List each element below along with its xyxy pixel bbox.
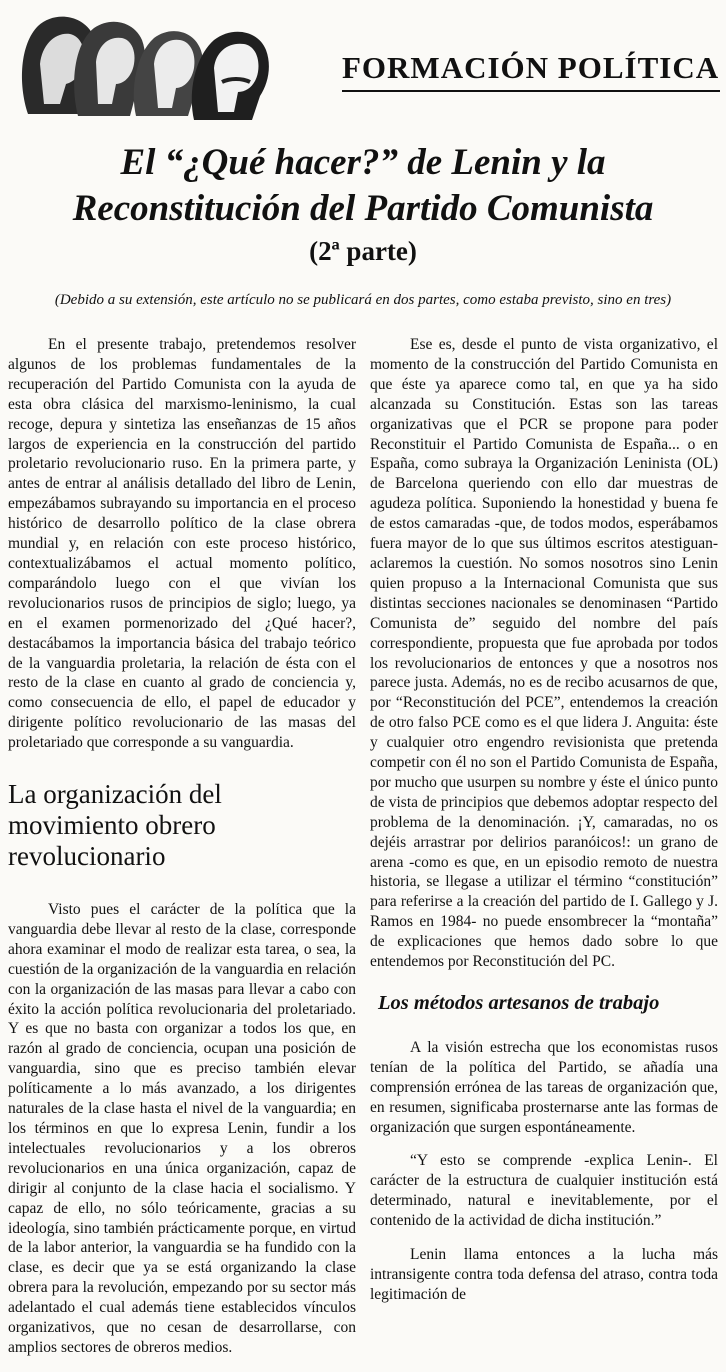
paragraph: Ese es, desde el punto de vista organizativo, el momento de la construcción del Partido Comunista en que éste ya aparece como tal, en que ya ha sido alcanzada su Constitución. Estas son las tareas organizativas que el PCR se propone para poder Reconstituir el Partido Comunista de España... o en España, como subraya la Organización Leninista (OL) de Barcelona queriendo con ello dar muestras de agudeza política. Suponiendo la honestidad y buena fe de estos camaradas -que, de todos modos, esperábamos fuera mayor de lo que sus últimos escritos atestiguan- aclaremos la cuestión. No somos nosotros sino Lenin quien propuso a la Internacional Comunista que sus distintas secciones nacionales se denominasen “Partido Comunista de” seguido del nombre del país correspondiente, propuesta que fue aprobada por todos los revolucionarios de entonces y que a nosotros nos parece justa. Además, no es de recibo acusarnos de que, por “Reconstitución del PCE”, entendemos la creación de otro falso PCE como es el que lidera J. Anguita: éste y cualquier otro engendro revisionista que pretenda competir con él no son el Partido Comunista de España, por mucho que usurpen su nombre y éste el único punto de vista de principios que debemos adoptar respecto del problema de la denominación. ¡Y, camaradas, no os dejéis arrastrar por delirios paranóicos!: un grano de arena -como es que, en un episodio remoto de nuestra historia, se llegase a utilizar el término “constitución” para referirse a la creación del partido de I. Gallego y J. Ramos en 1984- no puede ensombrecer la “montaña” de explicaciones que hemos dado sobre lo que entendemos por Reconstitución del PC. [370,336,718,971]
title-line-1: El “¿Qué hacer?” de Lenin y la [120,142,606,183]
paragraph: “Y esto se comprende -explica Lenin-. El carácter de la estructura de cualquier institución está determinado, natural e inevitablemente, por el contenido de la actividad de dicha institución.” [370,1152,718,1230]
portrait-stalin [192,32,269,120]
paragraph: A la visión estrecha que los economistas rusos tenían de la política del Partido, se añadía una comprensión errónea de las tareas de organización que, en resumen, significaba prosternarse ante las formas de organización que surgen espontáneamente. [370,1038,718,1136]
header-rule [342,90,720,92]
paragraph: Lenin llama entonces a la lucha más intransigente contra toda defensa del atraso, contra toda legitimación de [370,1246,718,1303]
article-title [0,140,726,232]
section-heading: Los métodos artesanos de trabajo [378,992,660,1014]
left-column [8,335,356,1372]
editorial-note: (Debido a su extensión, este artículo no se publicará en dos partes, como estaba previsto, sino en tres) [54,292,672,308]
section-header: FORMACIÓN POLÍTICA [342,50,720,85]
paragraph: En el presente trabajo, pretendemos resolver algunos de los problemas fundamentales de la recuperación del Partido Comunista con la ayuda de esta obra clásica del marxismo-leninismo, la cual recoge, depura y sintetiza las enseñanzas de 15 años largos de experiencia en la construcción del partido proletario revolucionario ruso. En la primera parte, y antes de entrar al análisis detallado del libro de Lenin, empezábamos subrayando su importancia en el proceso histórico de desarrollo político de la clase obrera mundial y, en relación con este proceso histórico, contextualizábamos el actual momento político, comparándolo luego con el que vivían los revolucionarios rusos de principios de siglo; luego, ya en el examen pormenorizado del ¿Qué hacer?, destacábamos la importancia básica del trabajo teórico de la vanguardia proletaria, la relación de ésta con el resto de la clase en cuanto al grado de conciencia y, como consecuencia de ello, el papel de educador y dirigente político revolucionario de las masas del proletariado que corresponde a su vanguardia. [8,336,356,752]
section-heading: La organización del movimiento obrero revolucionario [8,779,222,872]
article-part: (2ª parte) [309,236,417,266]
right-column [370,335,718,1317]
portraits-illustration [8,4,283,120]
paragraph: Visto pues el carácter de la política que la vanguardia debe llevar al resto de la clase, corresponde ahora examinar el modo de realizar esta tarea, o sea, la cuestión de la organización de la vanguardia en relación con la organización de las masas para llevar a cabo con éxito la acción política revolucionaria del proletariado. Y es que no basta con organizar a todos los que, en razón al grado de conciencia, ocupan una posición de vanguardia, sino que es preciso también elevar políticamente a lo más avanzado, a los dirigentes naturales de la clase hasta el nivel de la vanguardia; en los términos en que lo expresa Lenin, fundir a los intelectuales revolucionarios y a los obreros revolucionarios en una única organización, capaz de dirigir al conjunto de la clase hacia el socialismo. Y capaz de ello, no sólo teóricamente, gracias a su ideología, sino también prácticamente porque, en virtud de la labor anterior, la vanguardia se ha fundido con la clase, es decir que ya se está organizando la clase obrera para la revolución, empezando por su sector más adelantado el cual además tiene establecidos vínculos organizativos, que no cesan de desarrollarse, con amplios sectores de obreros medios. [8,901,356,1356]
title-line-2: Reconstitución del Partido Comunista [72,188,654,229]
